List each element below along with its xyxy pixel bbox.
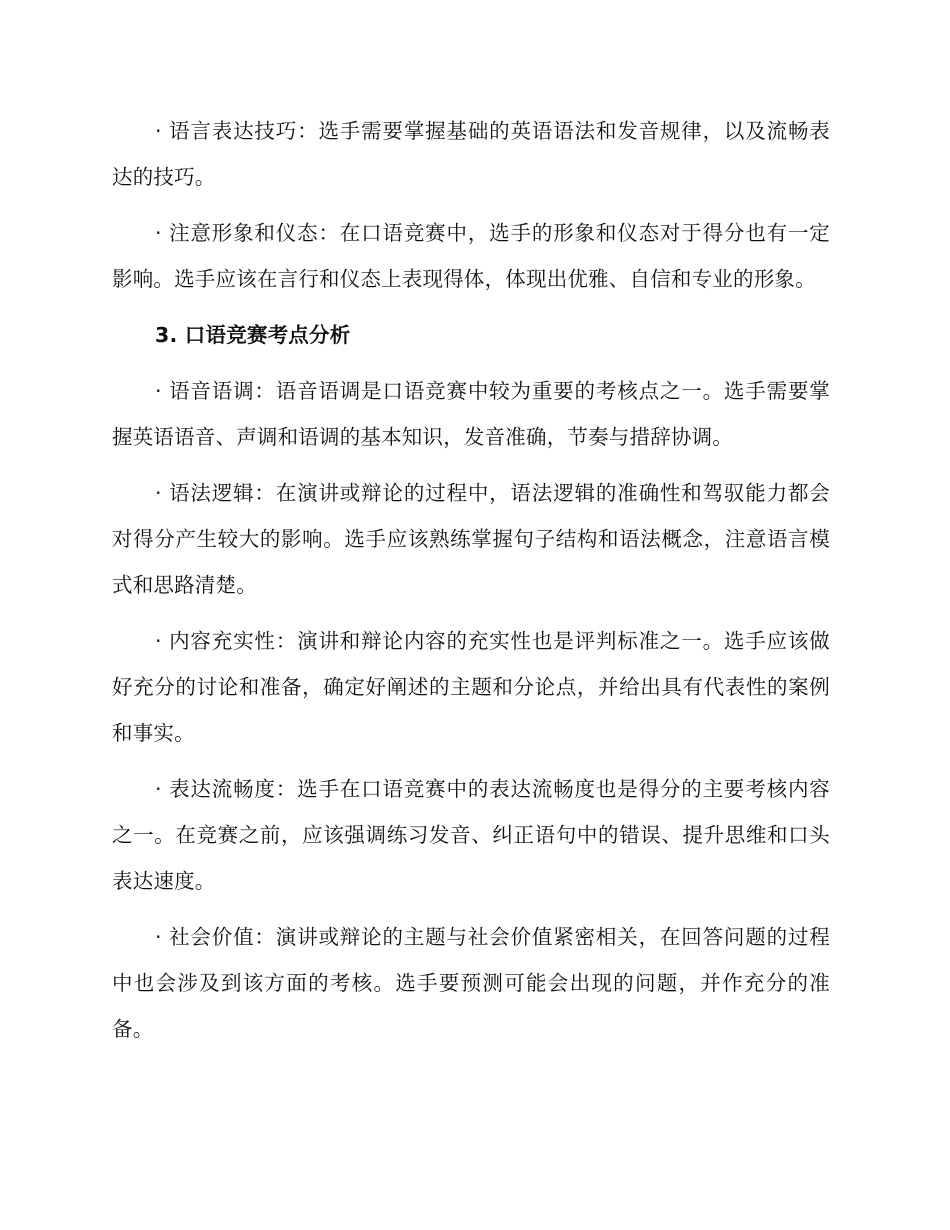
paragraph-language-expression: · 语言表达技巧：选手需要掌握基础的英语语法和发音规律，以及流畅表达的技巧。 [112,119,830,189]
paragraph-appearance-manner: · 注意形象和仪态：在口语竞赛中，选手的形象和仪态对于得分也有一定影响。选手应该在言行和仪态上表现得体，体现出优雅、自信和专业的形象。 [112,221,830,291]
paragraph-pronunciation-intonation: · 语音语调：语音语调是口语竞赛中较为重要的考核点之一。选手需要掌握英语语音、声调和语调的基本知识，发音准确，节奏与措辞协调。 [112,379,830,449]
section-heading: 3. 口语竞赛考点分析 [155,323,351,347]
paragraph-grammar-logic: · 语法逻辑：在演讲或辩论的过程中，语法逻辑的准确性和驾驭能力都会对得分产生较大的影响。选手应该熟练掌握句子结构和语法概念，注意语言模式和思路清楚。 [112,481,830,597]
paragraph-social-value: · 社会价值：演讲或辩论的主题与社会价值紧密相关，在回答问题的过程中也会涉及到该方面的考核。选手要预测可能会出现的问题，并作充分的准备。 [112,925,830,1041]
paragraph-content-richness: · 内容充实性：演讲和辩论内容的充实性也是评判标准之一。选手应该做好充分的讨论和准备，确定好阐述的主题和分论点，并给出具有代表性的案例和事实。 [112,629,830,745]
document-body [112,108,830,1052]
paragraph-fluency: · 表达流畅度：选手在口语竞赛中的表达流畅度也是得分的主要考核内容之一。在竞赛之前，应该强调练习发音、纠正语句中的错误、提升思维和口头表达速度。 [112,777,830,893]
